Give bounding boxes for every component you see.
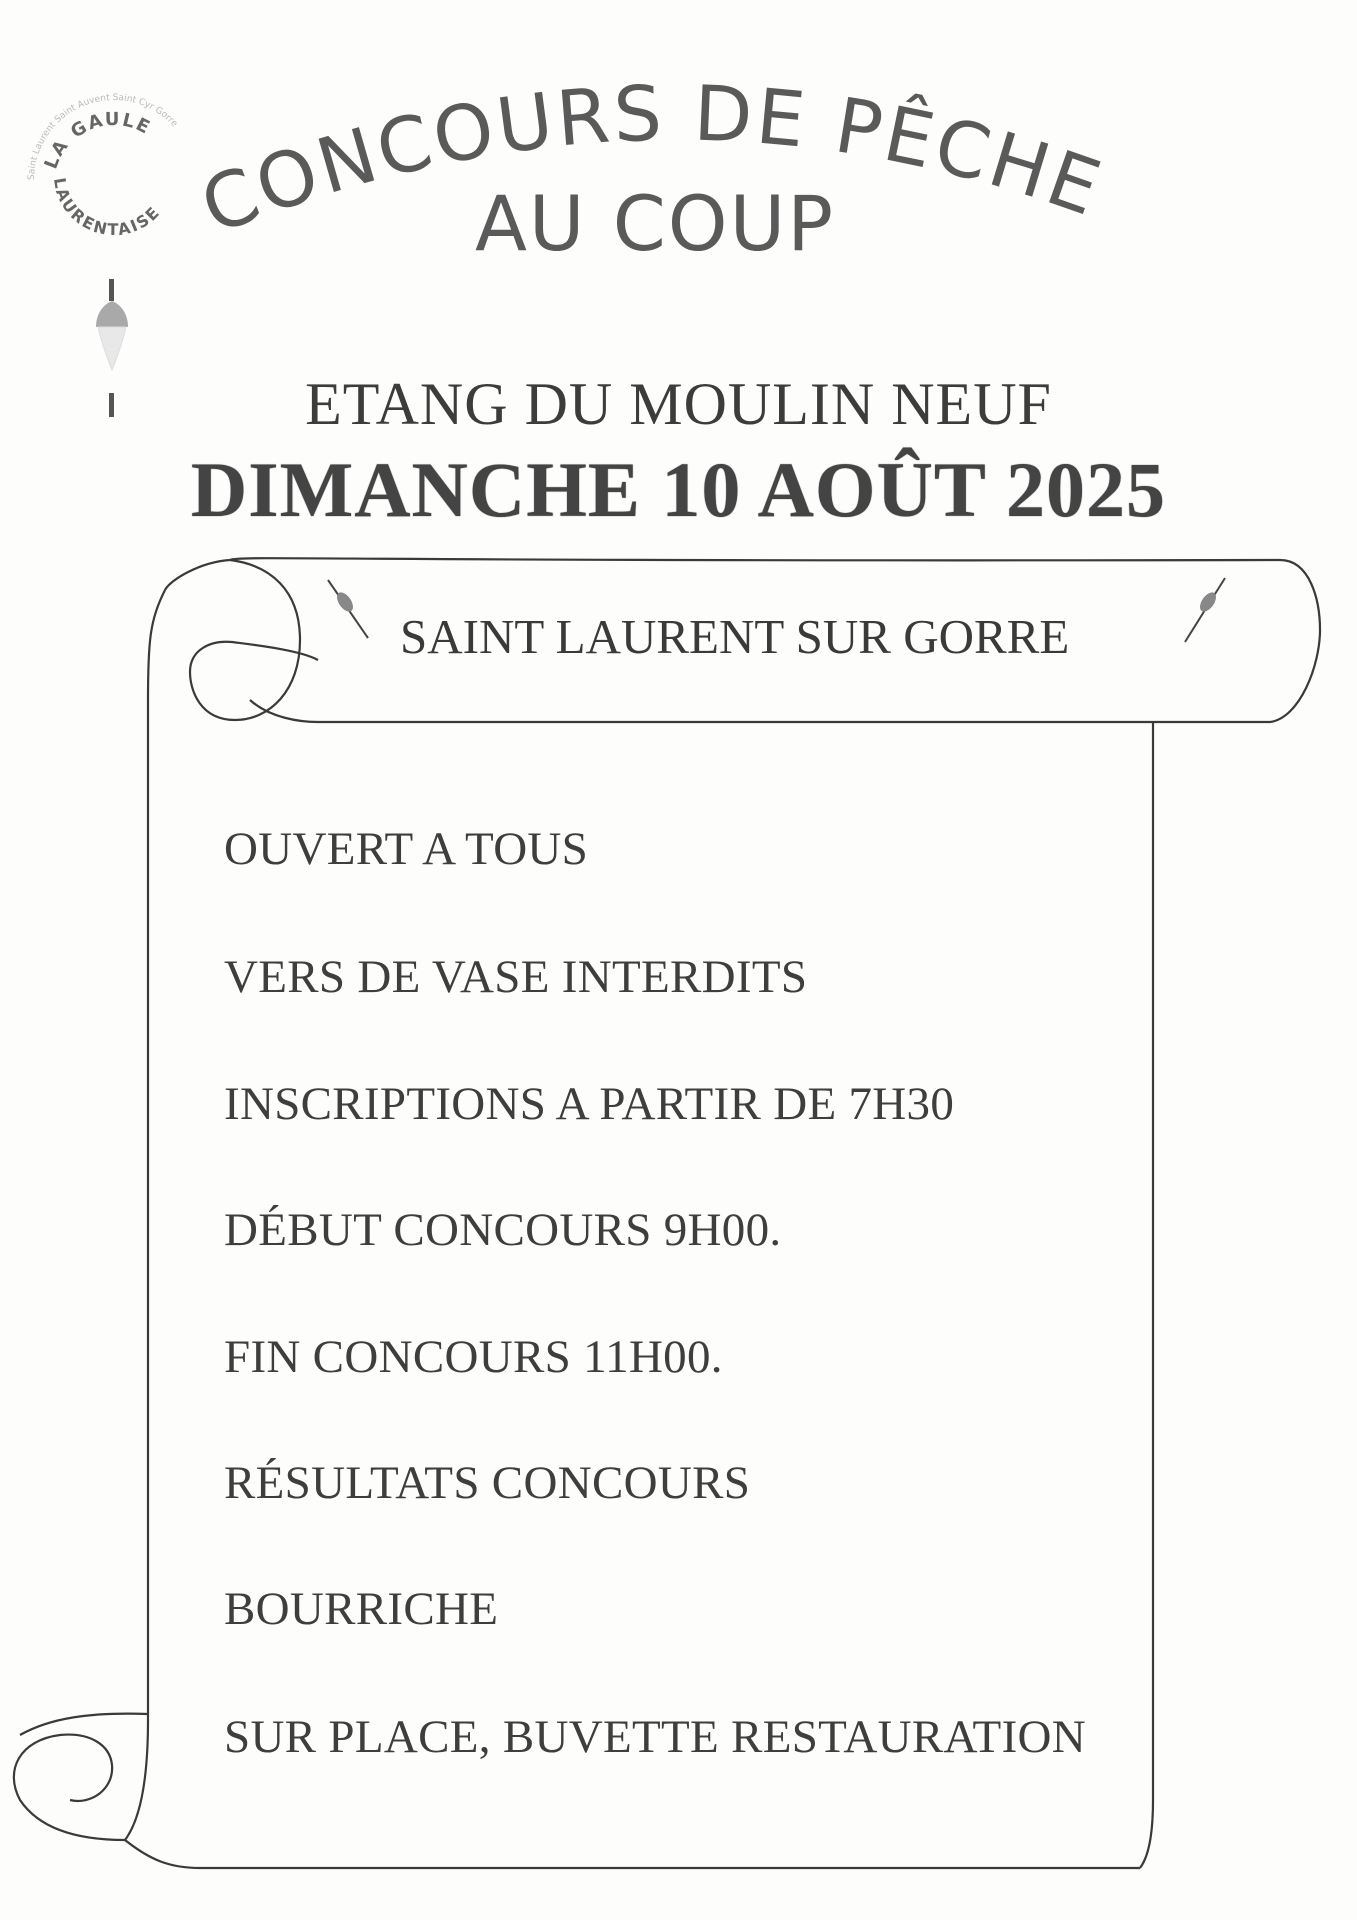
info-line: INSCRIPTIONS A PARTIR DE 7H30 (224, 1078, 955, 1130)
info-line: OUVERT A TOUS (224, 823, 589, 875)
banner-float-left-icon (328, 580, 368, 638)
info-line: FIN CONCOURS 11H00. (224, 1331, 723, 1383)
headline-line2: AU COUP (474, 179, 836, 268)
logo-faint-text: Saint Laurent Saint Auvent Saint Cyr Gorre (26, 92, 180, 181)
banner-float-right-icon (1185, 578, 1225, 642)
location-pond: ETANG DU MOULIN NEUF (305, 371, 1052, 437)
info-line: RÉSULTATS CONCOURS (224, 1457, 751, 1509)
info-line: DÉBUT CONCOURS 9H00. (224, 1204, 782, 1256)
logo-ring-text-bottom: LAURENTAISE (49, 176, 165, 240)
info-line: SUR PLACE, BUVETTE RESTAURATION (224, 1711, 1087, 1763)
logo-ring-text-top: LA GAULE (40, 108, 155, 172)
headline-line1: CONCOURS DE PÊCHE (189, 68, 1114, 252)
info-line: VERS DE VASE INTERDITS (224, 951, 808, 1003)
event-date: DIMANCHE 10 AOÛT 2025 (190, 446, 1167, 533)
info-line: BOURRICHE (224, 1583, 499, 1635)
scroll-title: SAINT LAURENT SUR GORRE (400, 609, 1070, 664)
